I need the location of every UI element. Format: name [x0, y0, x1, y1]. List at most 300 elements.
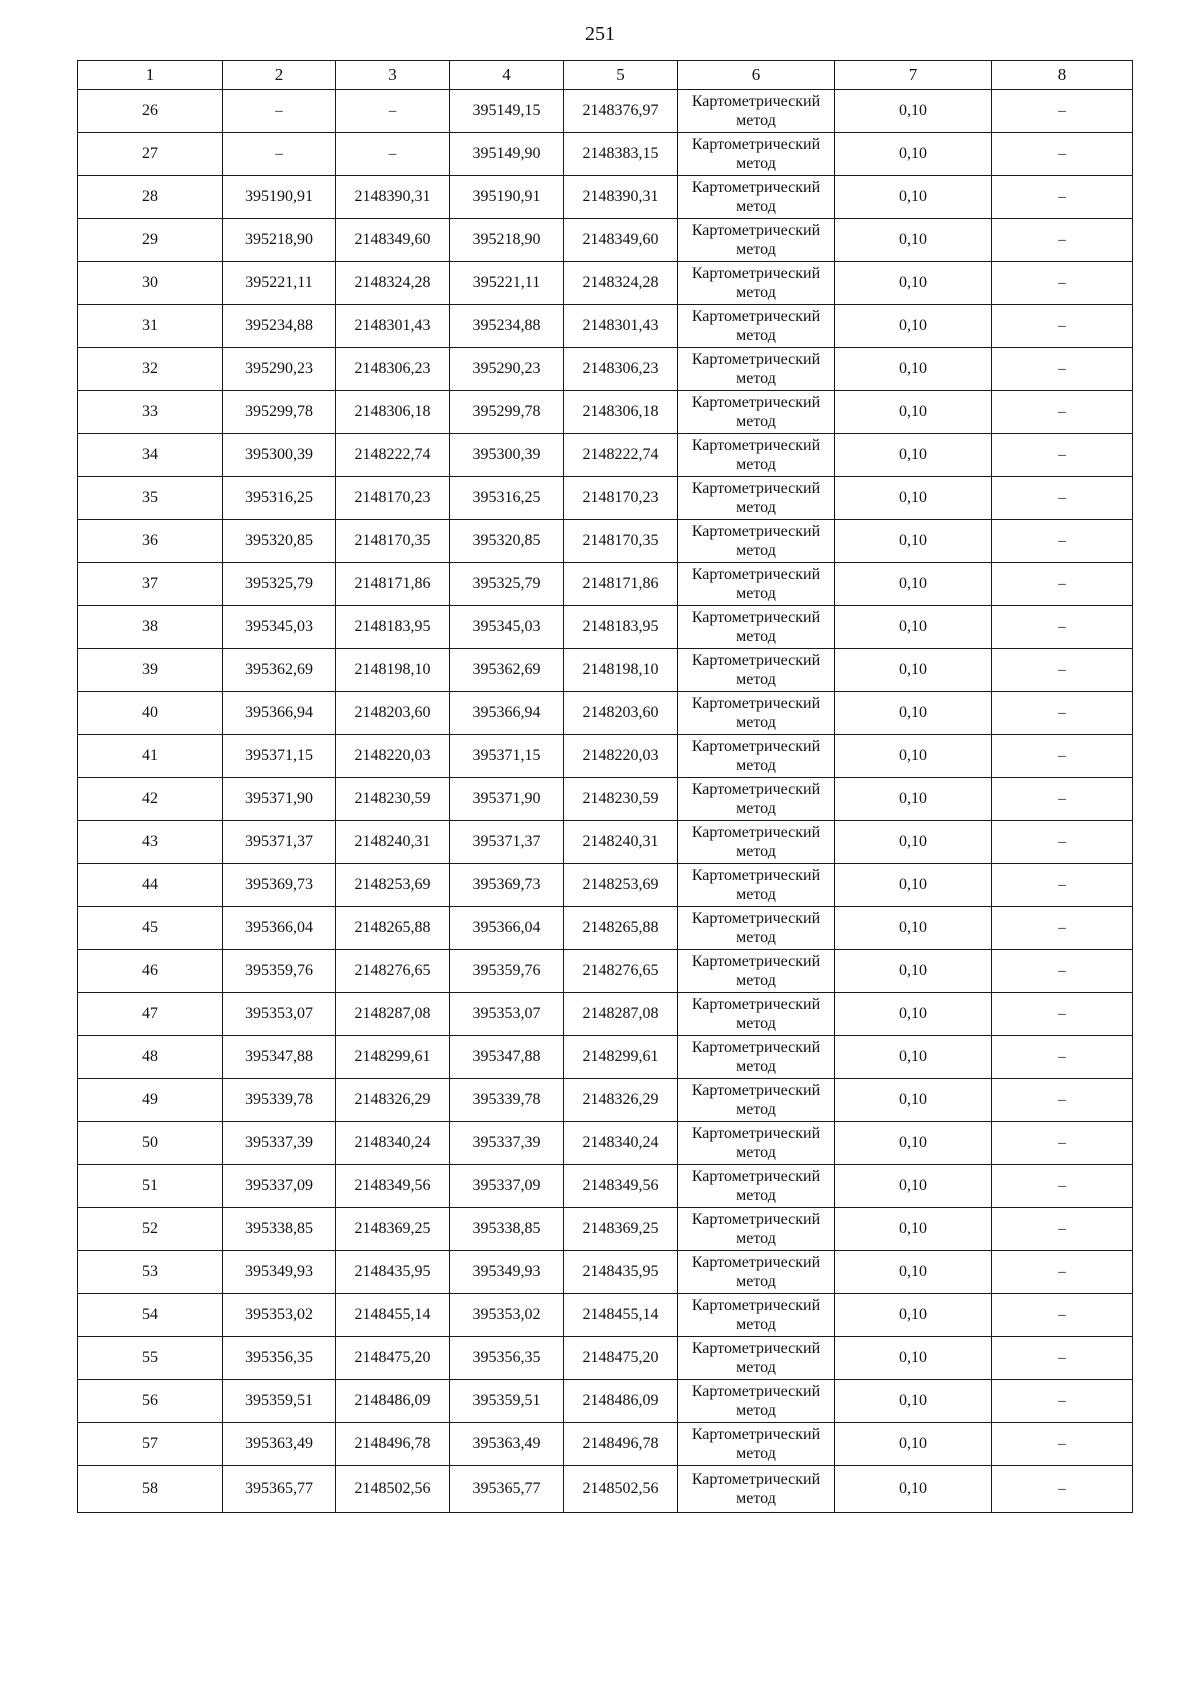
method-line-2: метод	[736, 671, 776, 688]
cell-accuracy: 0,10	[835, 477, 992, 520]
cell-x-old: 395320,85	[223, 520, 336, 563]
method-line-2: метод	[736, 198, 776, 215]
cell-y-old: 2148198,10	[336, 649, 450, 692]
cell-note: –	[992, 907, 1133, 950]
coordinates-table	[77, 60, 1133, 1513]
cell-note: –	[992, 391, 1133, 434]
cell-point-number: 55	[78, 1337, 223, 1380]
cell-note: –	[992, 520, 1133, 563]
cell-y-new: 2148183,95	[564, 606, 678, 649]
cell-x-new: 395366,94	[450, 692, 564, 735]
cell-x-old: 395359,51	[223, 1380, 336, 1423]
cell-point-number: 42	[78, 778, 223, 821]
method-line-2: метод	[736, 1187, 776, 1204]
table-row	[78, 993, 1133, 1036]
cell-method	[678, 219, 835, 262]
cell-x-old: 395353,02	[223, 1294, 336, 1337]
cell-y-new: 2148326,29	[564, 1079, 678, 1122]
cell-accuracy: 0,10	[835, 1337, 992, 1380]
cell-note: –	[992, 477, 1133, 520]
cell-note: –	[992, 1337, 1133, 1380]
cell-point-number: 43	[78, 821, 223, 864]
cell-note: –	[992, 262, 1133, 305]
cell-y-old: 2148222,74	[336, 434, 450, 477]
cell-accuracy: 0,10	[835, 1294, 992, 1337]
cell-y-new: 2148170,35	[564, 520, 678, 563]
method-line-1: Картометрический	[691, 1211, 821, 1228]
cell-y-old: 2148183,95	[336, 606, 450, 649]
cell-y-new: 2148475,20	[564, 1337, 678, 1380]
cell-point-number: 52	[78, 1208, 223, 1251]
cell-x-old: 395316,25	[223, 477, 336, 520]
table-row	[78, 778, 1133, 821]
cell-y-new: 2148203,60	[564, 692, 678, 735]
cell-x-new: 395366,04	[450, 907, 564, 950]
table-row	[78, 864, 1133, 907]
cell-x-new: 395337,09	[450, 1165, 564, 1208]
cell-note: –	[992, 1423, 1133, 1466]
cell-x-old: 395356,35	[223, 1337, 336, 1380]
cell-x-new: 395365,77	[450, 1466, 564, 1513]
cell-y-old: 2148369,25	[336, 1208, 450, 1251]
cell-y-new: 2148435,95	[564, 1251, 678, 1294]
method-line-2: метод	[736, 585, 776, 602]
cell-y-old: 2148220,03	[336, 735, 450, 778]
cell-y-old: 2148324,28	[336, 262, 450, 305]
method-line-2: метод	[736, 370, 776, 387]
cell-x-old: 395218,90	[223, 219, 336, 262]
cell-point-number: 32	[78, 348, 223, 391]
cell-point-number: 38	[78, 606, 223, 649]
cell-accuracy: 0,10	[835, 606, 992, 649]
cell-y-new: 2148170,23	[564, 477, 678, 520]
cell-y-new: 2148383,15	[564, 133, 678, 176]
cell-note: –	[992, 1466, 1133, 1513]
cell-point-number: 48	[78, 1036, 223, 1079]
cell-note: –	[992, 778, 1133, 821]
cell-x-old: 395234,88	[223, 305, 336, 348]
column-header: 2	[223, 61, 336, 90]
method-line-2: метод	[736, 800, 776, 817]
cell-accuracy: 0,10	[835, 1380, 992, 1423]
cell-x-new: 395362,69	[450, 649, 564, 692]
cell-point-number: 50	[78, 1122, 223, 1165]
table-row	[78, 907, 1133, 950]
cell-x-new: 395221,11	[450, 262, 564, 305]
method-line-2: метод	[736, 1316, 776, 1333]
cell-accuracy: 0,10	[835, 907, 992, 950]
cell-x-new: 395218,90	[450, 219, 564, 262]
table-row	[78, 1466, 1133, 1513]
cell-method	[678, 1251, 835, 1294]
cell-point-number: 28	[78, 176, 223, 219]
cell-x-old: 395366,04	[223, 907, 336, 950]
cell-accuracy: 0,10	[835, 563, 992, 606]
cell-y-new: 2148198,10	[564, 649, 678, 692]
cell-x-new: 395371,90	[450, 778, 564, 821]
cell-y-old: 2148171,86	[336, 563, 450, 606]
method-line-2: метод	[736, 542, 776, 559]
cell-accuracy: 0,10	[835, 950, 992, 993]
cell-method	[678, 735, 835, 778]
table-row	[78, 692, 1133, 735]
cell-method	[678, 477, 835, 520]
cell-accuracy: 0,10	[835, 348, 992, 391]
table-row	[78, 1122, 1133, 1165]
method-line-2: метод	[736, 1101, 776, 1118]
cell-y-old: 2148326,29	[336, 1079, 450, 1122]
cell-method	[678, 90, 835, 133]
cell-y-old: 2148435,95	[336, 1251, 450, 1294]
method-line-2: метод	[736, 499, 776, 516]
cell-note: –	[992, 1036, 1133, 1079]
cell-point-number: 36	[78, 520, 223, 563]
cell-y-new: 2148253,69	[564, 864, 678, 907]
cell-method	[678, 176, 835, 219]
method-line-1: Картометрический	[691, 222, 821, 239]
cell-accuracy: 0,10	[835, 1079, 992, 1122]
method-line-2: метод	[736, 628, 776, 645]
cell-method	[678, 563, 835, 606]
cell-method	[678, 907, 835, 950]
cell-accuracy: 0,10	[835, 520, 992, 563]
table-row	[78, 821, 1133, 864]
table-row	[78, 1251, 1133, 1294]
cell-y-old: –	[336, 133, 450, 176]
cell-y-old: 2148299,61	[336, 1036, 450, 1079]
cell-method	[678, 606, 835, 649]
table-row	[78, 735, 1133, 778]
cell-method	[678, 1294, 835, 1337]
method-line-2: метод	[736, 241, 776, 258]
cell-point-number: 37	[78, 563, 223, 606]
cell-y-old: 2148230,59	[336, 778, 450, 821]
cell-accuracy: 0,10	[835, 778, 992, 821]
method-line-2: метод	[736, 1359, 776, 1376]
cell-x-new: 395345,03	[450, 606, 564, 649]
cell-accuracy: 0,10	[835, 1251, 992, 1294]
cell-x-old: 395338,85	[223, 1208, 336, 1251]
cell-accuracy: 0,10	[835, 1208, 992, 1251]
cell-y-new: 2148299,61	[564, 1036, 678, 1079]
cell-y-old: 2148306,23	[336, 348, 450, 391]
cell-method	[678, 821, 835, 864]
cell-note: –	[992, 305, 1133, 348]
cell-x-new: 395337,39	[450, 1122, 564, 1165]
method-line-2: метод	[736, 1273, 776, 1290]
cell-x-old: 395365,77	[223, 1466, 336, 1513]
method-line-1: Картометрический	[691, 308, 821, 325]
cell-y-old: 2148486,09	[336, 1380, 450, 1423]
column-header: 8	[992, 61, 1133, 90]
column-header: 5	[564, 61, 678, 90]
method-line-1: Картометрический	[691, 824, 821, 841]
cell-x-new: 395371,15	[450, 735, 564, 778]
cell-x-old: 395371,37	[223, 821, 336, 864]
cell-point-number: 57	[78, 1423, 223, 1466]
cell-x-old: 395221,11	[223, 262, 336, 305]
method-line-2: метод	[736, 1490, 776, 1507]
method-line-1: Картометрический	[691, 609, 821, 626]
cell-method	[678, 1036, 835, 1079]
cell-method	[678, 993, 835, 1036]
cell-method	[678, 391, 835, 434]
cell-point-number: 34	[78, 434, 223, 477]
method-line-1: Картометрический	[691, 566, 821, 583]
cell-x-new: 395347,88	[450, 1036, 564, 1079]
cell-x-new: 395190,91	[450, 176, 564, 219]
cell-x-old: –	[223, 90, 336, 133]
cell-note: –	[992, 176, 1133, 219]
table-row	[78, 434, 1133, 477]
cell-y-new: 2148287,08	[564, 993, 678, 1036]
cell-method	[678, 1208, 835, 1251]
method-line-2: метод	[736, 155, 776, 172]
table-row	[78, 950, 1133, 993]
method-line-1: Картометрический	[691, 738, 821, 755]
cell-y-old: 2148170,35	[336, 520, 450, 563]
cell-method	[678, 1337, 835, 1380]
table-row	[78, 1337, 1133, 1380]
cell-accuracy: 0,10	[835, 735, 992, 778]
cell-point-number: 53	[78, 1251, 223, 1294]
cell-y-new: 2148369,25	[564, 1208, 678, 1251]
cell-y-old: 2148306,18	[336, 391, 450, 434]
method-line-1: Картометрический	[691, 1082, 821, 1099]
cell-point-number: 46	[78, 950, 223, 993]
cell-note: –	[992, 993, 1133, 1036]
cell-note: –	[992, 219, 1133, 262]
cell-point-number: 44	[78, 864, 223, 907]
cell-accuracy: 0,10	[835, 692, 992, 735]
header-row	[78, 61, 1133, 90]
cell-note: –	[992, 1380, 1133, 1423]
cell-note: –	[992, 133, 1133, 176]
cell-note: –	[992, 434, 1133, 477]
cell-y-new: 2148220,03	[564, 735, 678, 778]
cell-method	[678, 434, 835, 477]
cell-accuracy: 0,10	[835, 1165, 992, 1208]
method-line-1: Картометрический	[691, 437, 821, 454]
cell-y-old: 2148340,24	[336, 1122, 450, 1165]
cell-y-old: 2148455,14	[336, 1294, 450, 1337]
cell-y-new: 2148324,28	[564, 262, 678, 305]
table-row	[78, 563, 1133, 606]
table-row	[78, 262, 1133, 305]
cell-y-new: 2148306,23	[564, 348, 678, 391]
cell-x-new: 395149,90	[450, 133, 564, 176]
cell-method	[678, 950, 835, 993]
cell-method	[678, 1380, 835, 1423]
method-line-1: Картометрический	[691, 1297, 821, 1314]
cell-note: –	[992, 606, 1133, 649]
cell-y-new: 2148486,09	[564, 1380, 678, 1423]
method-line-2: метод	[736, 714, 776, 731]
method-line-2: метод	[736, 929, 776, 946]
cell-x-new: 395369,73	[450, 864, 564, 907]
cell-method	[678, 1165, 835, 1208]
cell-point-number: 54	[78, 1294, 223, 1337]
cell-x-new: 395349,93	[450, 1251, 564, 1294]
cell-y-new: 2148455,14	[564, 1294, 678, 1337]
cell-x-new: 395149,15	[450, 90, 564, 133]
cell-note: –	[992, 563, 1133, 606]
cell-y-new: 2148502,56	[564, 1466, 678, 1513]
cell-y-old: –	[336, 90, 450, 133]
method-line-2: метод	[736, 1015, 776, 1032]
cell-y-old: 2148349,60	[336, 219, 450, 262]
table-row	[78, 90, 1133, 133]
cell-y-old: 2148496,78	[336, 1423, 450, 1466]
table-row	[78, 219, 1133, 262]
cell-x-new: 395316,25	[450, 477, 564, 520]
method-line-1: Картометрический	[691, 1426, 821, 1443]
cell-note: –	[992, 950, 1133, 993]
method-line-2: метод	[736, 1144, 776, 1161]
table-row	[78, 1208, 1133, 1251]
cell-x-old: 395362,69	[223, 649, 336, 692]
cell-x-new: 395359,76	[450, 950, 564, 993]
cell-note: –	[992, 90, 1133, 133]
cell-accuracy: 0,10	[835, 649, 992, 692]
cell-x-old: 395366,94	[223, 692, 336, 735]
cell-note: –	[992, 1165, 1133, 1208]
cell-point-number: 31	[78, 305, 223, 348]
cell-accuracy: 0,10	[835, 821, 992, 864]
method-line-1: Картометрический	[691, 695, 821, 712]
cell-x-old: 395290,23	[223, 348, 336, 391]
cell-x-new: 395234,88	[450, 305, 564, 348]
method-line-2: метод	[736, 327, 776, 344]
column-header: 1	[78, 61, 223, 90]
table-row	[78, 1380, 1133, 1423]
method-line-1: Картометрический	[691, 265, 821, 282]
column-header: 4	[450, 61, 564, 90]
cell-accuracy: 0,10	[835, 219, 992, 262]
cell-x-old: 395345,03	[223, 606, 336, 649]
cell-method	[678, 1079, 835, 1122]
cell-note: –	[992, 1122, 1133, 1165]
cell-accuracy: 0,10	[835, 1036, 992, 1079]
cell-point-number: 49	[78, 1079, 223, 1122]
cell-x-old: –	[223, 133, 336, 176]
cell-x-new: 395359,51	[450, 1380, 564, 1423]
cell-y-new: 2148240,31	[564, 821, 678, 864]
cell-accuracy: 0,10	[835, 90, 992, 133]
cell-point-number: 35	[78, 477, 223, 520]
method-line-1: Картометрический	[691, 93, 821, 110]
cell-point-number: 51	[78, 1165, 223, 1208]
method-line-2: метод	[736, 413, 776, 430]
cell-y-old: 2148301,43	[336, 305, 450, 348]
table-row	[78, 606, 1133, 649]
cell-x-old: 395363,49	[223, 1423, 336, 1466]
cell-note: –	[992, 864, 1133, 907]
cell-method	[678, 778, 835, 821]
cell-y-new: 2148222,74	[564, 434, 678, 477]
cell-x-old: 395190,91	[223, 176, 336, 219]
method-line-1: Картометрический	[691, 867, 821, 884]
cell-x-old: 395371,90	[223, 778, 336, 821]
cell-y-old: 2148240,31	[336, 821, 450, 864]
cell-x-old: 395349,93	[223, 1251, 336, 1294]
table-row	[78, 1294, 1133, 1337]
cell-accuracy: 0,10	[835, 262, 992, 305]
cell-x-new: 395339,78	[450, 1079, 564, 1122]
cell-x-new: 395299,78	[450, 391, 564, 434]
method-line-2: метод	[736, 112, 776, 129]
cell-y-old: 2148203,60	[336, 692, 450, 735]
cell-x-new: 395356,35	[450, 1337, 564, 1380]
table-row	[78, 1079, 1133, 1122]
cell-y-old: 2148349,56	[336, 1165, 450, 1208]
cell-y-old: 2148265,88	[336, 907, 450, 950]
method-line-1: Картометрический	[691, 953, 821, 970]
cell-note: –	[992, 649, 1133, 692]
cell-x-old: 395337,39	[223, 1122, 336, 1165]
cell-y-old: 2148276,65	[336, 950, 450, 993]
method-line-1: Картометрический	[691, 394, 821, 411]
cell-y-new: 2148301,43	[564, 305, 678, 348]
cell-accuracy: 0,10	[835, 305, 992, 348]
column-header: 6	[678, 61, 835, 90]
cell-x-new: 395363,49	[450, 1423, 564, 1466]
method-line-1: Картометрический	[691, 781, 821, 798]
cell-x-new: 395320,85	[450, 520, 564, 563]
table-row	[78, 348, 1133, 391]
table-row	[78, 1165, 1133, 1208]
table-row	[78, 477, 1133, 520]
cell-note: –	[992, 1251, 1133, 1294]
cell-y-old: 2148502,56	[336, 1466, 450, 1513]
cell-point-number: 41	[78, 735, 223, 778]
method-line-1: Картометрический	[691, 1039, 821, 1056]
method-line-2: метод	[736, 886, 776, 903]
cell-x-old: 395339,78	[223, 1079, 336, 1122]
method-line-1: Картометрический	[691, 996, 821, 1013]
method-line-2: метод	[736, 1058, 776, 1075]
column-header: 3	[336, 61, 450, 90]
cell-accuracy: 0,10	[835, 391, 992, 434]
cell-y-new: 2148349,56	[564, 1165, 678, 1208]
cell-x-old: 395347,88	[223, 1036, 336, 1079]
cell-method	[678, 1423, 835, 1466]
cell-method	[678, 133, 835, 176]
method-line-2: метод	[736, 843, 776, 860]
cell-y-new: 2148376,97	[564, 90, 678, 133]
cell-method	[678, 1466, 835, 1513]
cell-accuracy: 0,10	[835, 133, 992, 176]
cell-method	[678, 649, 835, 692]
cell-method	[678, 262, 835, 305]
table-row	[78, 391, 1133, 434]
table-row	[78, 520, 1133, 563]
cell-y-old: 2148287,08	[336, 993, 450, 1036]
cell-x-new: 395371,37	[450, 821, 564, 864]
cell-x-old: 395369,73	[223, 864, 336, 907]
method-line-1: Картометрический	[691, 1383, 821, 1400]
cell-y-new: 2148349,60	[564, 219, 678, 262]
cell-accuracy: 0,10	[835, 993, 992, 1036]
cell-x-new: 395353,07	[450, 993, 564, 1036]
cell-note: –	[992, 735, 1133, 778]
cell-method	[678, 864, 835, 907]
method-line-1: Картометрический	[691, 1254, 821, 1271]
column-header: 7	[835, 61, 992, 90]
method-line-2: метод	[736, 1230, 776, 1247]
cell-x-new: 395338,85	[450, 1208, 564, 1251]
cell-y-new: 2148340,24	[564, 1122, 678, 1165]
